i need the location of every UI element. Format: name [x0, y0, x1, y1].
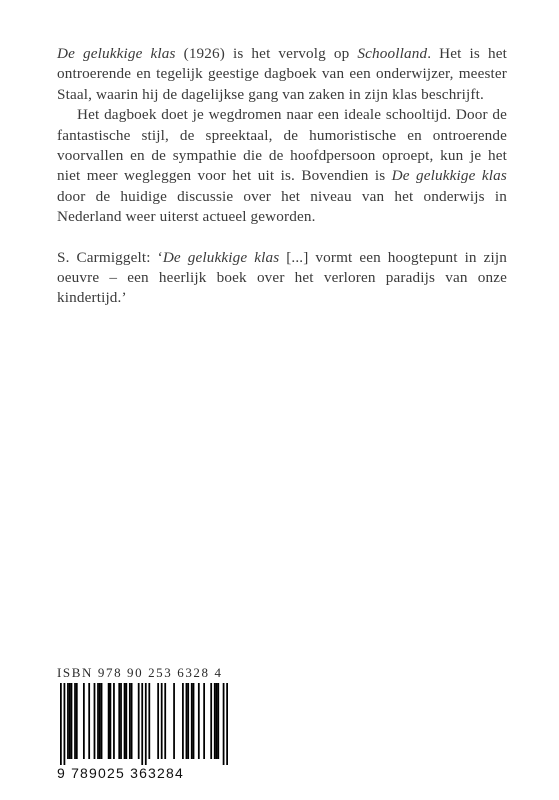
blurb-text-span: door de huidige discussie over het niveau van het onderwijs in Nederland weer uiterst actueel geworden.	[57, 187, 507, 226]
barcode-bar	[182, 683, 184, 759]
barcode-bar	[157, 683, 159, 759]
barcode-bar	[129, 683, 131, 759]
barcode-bar	[217, 683, 219, 759]
barcode-bar	[110, 683, 112, 759]
barcode-bar	[69, 683, 71, 759]
barcode-bar	[118, 683, 120, 759]
blurb-text	[57, 44, 507, 309]
blurb-text-span: (1926) is het vervolg op	[175, 45, 358, 62]
quote-author: S. Carmiggelt: ‘	[57, 248, 163, 266]
review-quote	[57, 248, 507, 309]
barcode-bar	[120, 683, 122, 759]
barcode-bar	[216, 683, 218, 759]
barcode-bar	[108, 683, 110, 759]
barcode-bar	[191, 683, 193, 759]
barcode-bar	[164, 683, 166, 759]
barcode-bar	[223, 683, 225, 765]
barcode-icon	[60, 683, 228, 765]
barcode-bar	[74, 683, 76, 759]
barcode-bar	[83, 683, 85, 759]
barcode-bar	[198, 683, 200, 759]
barcode-bar	[125, 683, 127, 759]
barcode-bar	[226, 683, 228, 765]
barcode-bar	[173, 683, 175, 759]
prequel-title: Schoolland	[357, 45, 428, 62]
barcode-bar	[113, 683, 115, 759]
quote-text: [...] vormt een hoogtepunt in zijn oeuvre – een heerlijk boek over het verloren paradijs van onze kindertijd.’	[57, 248, 507, 307]
barcode-bar	[97, 683, 99, 759]
book-title: De gelukkige klas	[391, 167, 507, 185]
barcode-bar	[210, 683, 212, 759]
barcode-bar	[193, 683, 195, 759]
barcode-bar	[60, 683, 62, 765]
barcode-bar	[99, 683, 101, 759]
barcode-bar	[71, 683, 73, 759]
barcode-bar	[124, 683, 126, 759]
barcode-bar	[214, 683, 216, 759]
barcode-bar	[145, 683, 147, 765]
barcode-bar	[67, 683, 69, 759]
book-title: De gelukkige klas	[57, 45, 176, 62]
barcode-digits: 9 789025 363284	[57, 765, 184, 781]
blurb-paragraph-1	[57, 44, 507, 105]
barcode-bar	[186, 683, 188, 759]
blurb-text-span: . Het is het ontroerende en tegelijk geestige dagboek van een onderwijzer, meester Staal, waarin hij de dagelijkse gang van zaken in zijn klas beschrijft.	[57, 45, 507, 103]
isbn-label: ISBN 978 90 253 6328 4	[57, 665, 223, 680]
barcode-bar	[203, 683, 205, 759]
barcode-bar	[88, 683, 90, 759]
barcode-bar	[101, 683, 103, 759]
blurb-paragraph-2	[57, 105, 507, 227]
barcode-bar	[64, 683, 66, 765]
blurb-text-span: Het dagboek doet je wegdromen naar een ideale schooltijd. Door de fantastische stijl, de spreektaal, de humoristische en ontroerende voorvallen en de sympathie die de hoofdpersoon oproept, kun je het niet meer wegleggen voor het uit is. Bovendien is	[57, 106, 507, 185]
barcode-bar	[161, 683, 163, 759]
barcode-bar	[94, 683, 96, 759]
barcode-bar	[148, 683, 150, 759]
barcode-bar	[131, 683, 133, 759]
barcode-bar	[187, 683, 189, 759]
barcode-bar	[138, 683, 140, 759]
barcode-bar	[141, 683, 143, 765]
barcode-bar	[76, 683, 78, 759]
book-title: De gelukkige klas	[162, 248, 280, 266]
